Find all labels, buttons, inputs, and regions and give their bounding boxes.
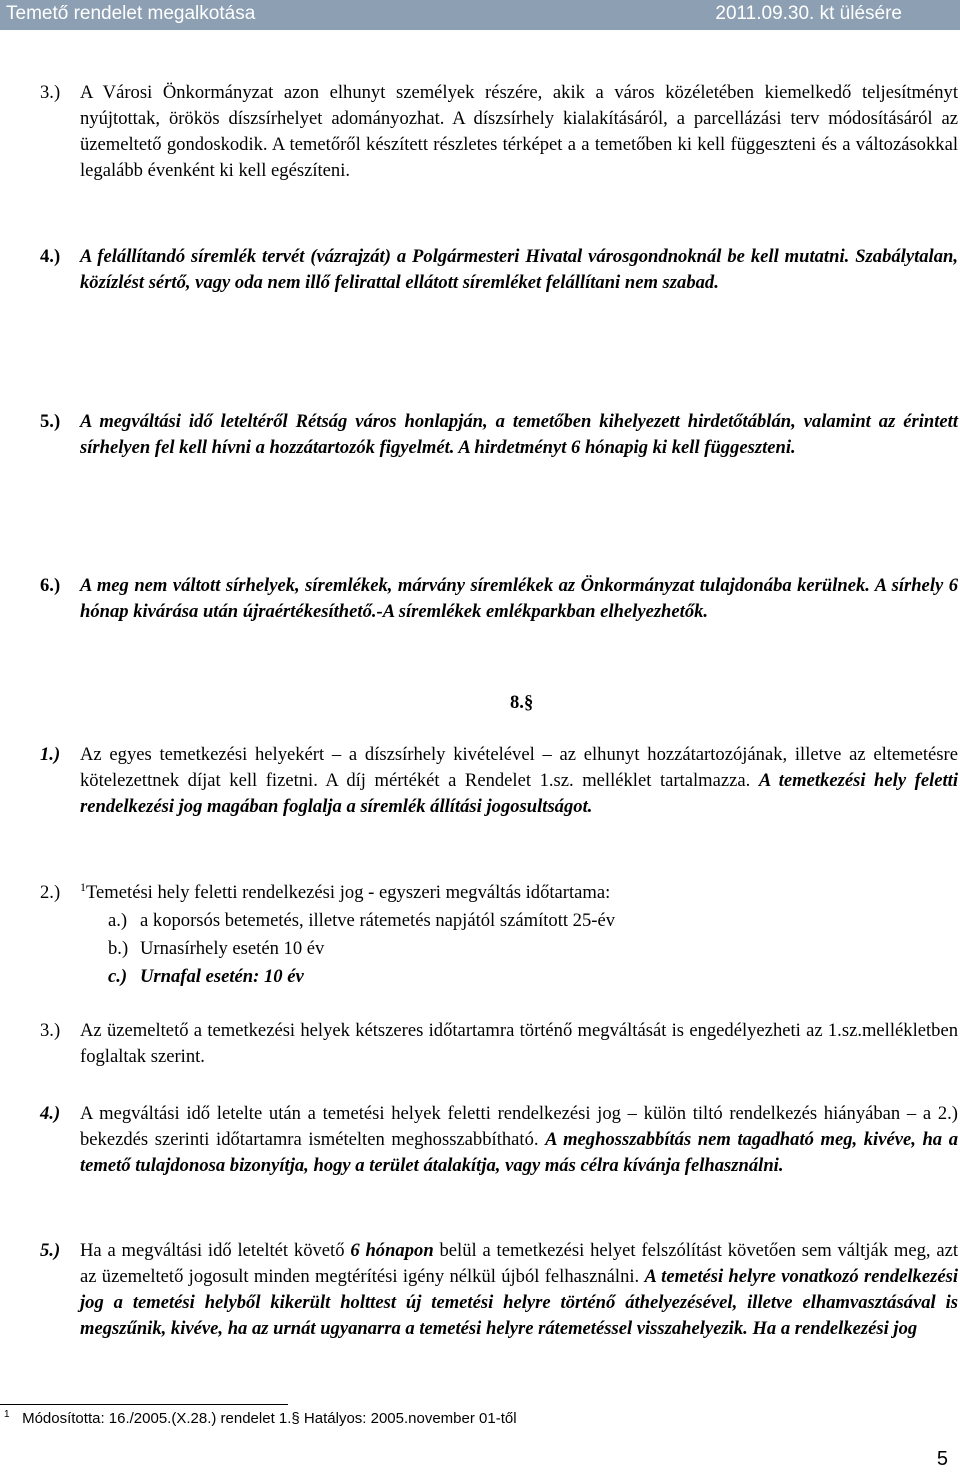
paragraph-text: A Városi Önkormányzat azon elhunyt személyek részére, akik a város közéletében kiemelkedő teljesítményt nyújtottak, örökös díszsírhelyet adományozhat. A díszsírhely kialakításáról, a parcellázási terv módosításáról az üzemeltető gondoskodik. A temetőről készített részletes térképet a a temetőben ki kell függeszteni és a változásokkal legalább évenként ki kell egészíteni. [80, 82, 958, 181]
paragraph-number: 1.) [40, 744, 61, 765]
paragraph-text-regular: belül a temetkezési helyet felszólítást követően sem váltják meg, azt az üzemeltető jogosult minden megtérítési igény nélkül újból felhasználni. [80, 1240, 959, 1287]
header-title: Temető rendelet megalkotása [6, 3, 256, 24]
paragraph-text-emphasis: A temetkezési hely feletti rendelkezési jog magában foglalja a síremlék állítási jogosultságot. [80, 770, 958, 817]
list-item-text: Urnafal esetén: 10 év [140, 966, 304, 987]
paragraph-text-regular: A megváltási idő letelte után a temetési helyek feletti rendelkezési jog – külön tiltó rendelkezés hiányában – a 2.) bekezdés szerinti időtartamra ismételten meghosszabbítható. [80, 1103, 958, 1150]
list-item-marker: a.) [108, 910, 128, 931]
list-item-c [108, 964, 304, 990]
paragraph-number: 4.) [40, 1103, 61, 1124]
paragraph-text: A felállítandó síremlék tervét (vázrajzát) a Polgármesteri Hivatal városgondnoknál be kell mutatni. Szabálytalan, közízlést sértő, vagy oda nem illő felirattal ellátott síremléket felállítani nem szabad. [80, 246, 958, 293]
paragraph-text: Az üzemeltető a temetkezési helyek kétszeres időtartamra történő megváltását is engedélyezheti az 1.sz.mellékletben foglaltak szerint. [80, 1020, 958, 1067]
footnote-text: Módosította: 16./2005.(X.28.) rendelet 1.§ Hatályos: 2005.november 01-től [22, 1410, 517, 1427]
footnote-separator [0, 1404, 288, 1405]
paragraph-number: 4.) [40, 246, 61, 267]
paragraph-3a [40, 80, 958, 184]
page-number: 5 [936, 1448, 948, 1470]
page-header [0, 0, 960, 30]
paragraph-text-regular: Az egyes temetkezési helyekért – a díszsírhely kivételével – az elhunyt hozzátartozójának, illetve az eltemetésre kötelezettnek díjat kell fizetni. A díj mértékét a Rendelet 1.sz. melléklet tartalmazza. [80, 744, 958, 791]
paragraph-text [80, 1238, 958, 1342]
paragraph-number: 2.) [40, 882, 61, 903]
paragraph-5a [40, 409, 958, 461]
list-item-text: Urnasírhely esetén 10 év [140, 938, 325, 959]
paragraph-text: A meg nem váltott sírhelyek, síremlékek, márvány síremlékek az Önkormányzat tulajdonába kerülnek. A sírhely 6 hónap kivárása után újraértékesíthető.-A síremlékek emlékparkban elhelyezhetők. [80, 575, 958, 622]
paragraph-number: 6.) [40, 575, 61, 596]
paragraph-text-regular: Temetési hely feletti rendelkezési jog - egyszeri megváltás időtartama: [86, 882, 611, 903]
list-item-marker: c.) [108, 966, 128, 987]
paragraph-number: 3.) [40, 82, 61, 103]
header-date: 2011.09.30. kt ülésére [715, 3, 902, 24]
paragraph-text [80, 1101, 958, 1179]
paragraph-text: A megváltási idő leteltéről Rétság város honlapján, a temetőben kihelyezett hirdetőtáblán, valamint az érintett sírhelyen fel kell hívni a hozzátartozók figyelmét. A hirdetményt 6 hónapig ki kell függeszteni. [80, 411, 958, 458]
footnote [4, 1409, 517, 1429]
paragraph-text-regular: Ha a megváltási idő leteltét követő [80, 1240, 345, 1261]
paragraph-8-4 [40, 1101, 958, 1179]
paragraph-6a [40, 573, 958, 625]
paragraph-text-emphasis: 6 hónapon [350, 1240, 434, 1261]
footnote-number: 1 [4, 1409, 10, 1420]
list-item-marker: b.) [108, 938, 129, 959]
paragraph-4a [40, 244, 958, 296]
paragraph-number: 5.) [40, 1240, 61, 1261]
list-item-a [108, 908, 615, 934]
paragraph-text [80, 880, 958, 906]
section-heading: 8.§ [510, 692, 534, 713]
paragraph-text-emphasis: A temetési helyre vonatkozó rendelkezési jog a temetési helyből kikerült holttest új temetési helyre történő áthelyezésével, illetve elhamvasztásával is megszűnik, kivéve, ha az urnát ugyanarra a temetési helyre rátemetéssel visszahelyezik. Ha a rendelkezési jog [80, 1266, 958, 1339]
paragraph-8-2 [40, 880, 958, 906]
paragraph-text-emphasis: A meghosszabbítás nem tagadható meg, kivéve, ha a temető tulajdonosa bizonyítja, hogy a terület átalakítja, vagy más célra kívánja felhasználni. [80, 1129, 958, 1176]
footnote-reference: 1 [80, 879, 86, 894]
paragraph-number: 3.) [40, 1020, 61, 1041]
paragraph-number: 5.) [40, 411, 61, 432]
list-item-text: a koporsós betemetés, illetve rátemetés napjától számított 25-év [140, 910, 616, 931]
paragraph-8-1 [40, 742, 958, 820]
paragraph-8-3 [40, 1018, 958, 1070]
paragraph-8-5 [40, 1238, 958, 1342]
list-item-b [108, 936, 324, 962]
paragraph-text [80, 742, 958, 820]
